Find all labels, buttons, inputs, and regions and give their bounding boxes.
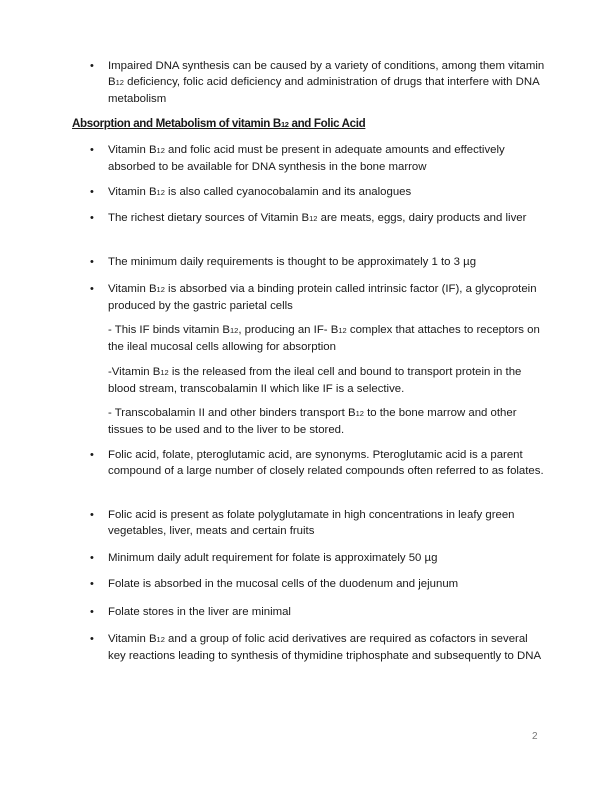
list-item: • Vitamin B12 and a group of folic acid derivatives are required as cofactors in several key reactions leading to synthesis of thymidine triphosphate and subsequently to DNA [90,633,542,662]
bullet-icon: • [90,144,94,156]
sub-paragraph: - Transcobalamin II and other binders transport B12 to the bone marrow and other tissues to be used and to the liver to be stored. [108,407,517,436]
bullet-icon: • [90,633,94,645]
bullet-icon: • [90,186,94,198]
list-item-intro: • Impaired DNA synthesis can be caused by a variety of conditions, among them vitamin B12 deficiency, folic acid deficiency and administration of drugs that interfere with DNA metabolism [90,60,545,105]
page-number: 2 [532,731,538,742]
list-item: • Folic acid, folate, pteroglutamic acid, are synonyms. Pteroglutamic acid is a parent compound of a large number of closely related compounds often referred to as folates. [90,449,544,477]
section-heading: Absorption and Metabolism of vitamin B12 and Folic Acid [72,117,366,130]
bullet-icon: • [90,212,94,224]
bullet-icon: • [90,606,94,618]
sub-paragraph: - This IF binds vitamin B12, producing an IF- B12 complex that attaches to receptors on the ileal mucosal cells allowing for absorption [108,324,540,353]
list-item: • The minimum daily requirements is thought to be approximately 1 to 3 µg [90,256,477,268]
list-item: • Folic acid is present as folate polyglutamate in high concentrations in leafy green vegetables, liver, meats and certain fruits [90,509,515,537]
bullet-icon: • [90,509,94,521]
list-item: • Folate stores in the liver are minimal [90,606,291,618]
list-item: • Vitamin B12 is absorbed via a binding protein called intrinsic factor (IF), a glycoprotein produced by the gastric parietal cells [90,283,537,312]
list-item: • Vitamin B12 is also called cyanocobalamin and its analogues [90,186,412,198]
list-item: • Vitamin B12 and folic acid must be present in adequate amounts and effectively absorbed to be available for DNA synthesis in the bone marrow [90,144,505,173]
bullet-icon: • [90,578,94,590]
bullet-icon: • [90,283,94,295]
sub-paragraph: -Vitamin B12 is the released from the ileal cell and bound to transport protein in the blood stream, transcobalamin II which like IF is a selective. [108,366,522,395]
list-item: • The richest dietary sources of Vitamin B12 are meats, eggs, dairy products and liver [90,212,527,224]
bullet-icon: • [90,552,94,564]
bullet-icon: • [90,256,94,268]
list-item: • Folate is absorbed in the mucosal cells of the duodenum and jejunum [90,578,459,590]
bullet-icon: • [90,449,94,461]
bullet-icon: • [90,60,94,72]
list-item: • Minimum daily adult requirement for folate is approximately 50 µg [90,552,438,564]
